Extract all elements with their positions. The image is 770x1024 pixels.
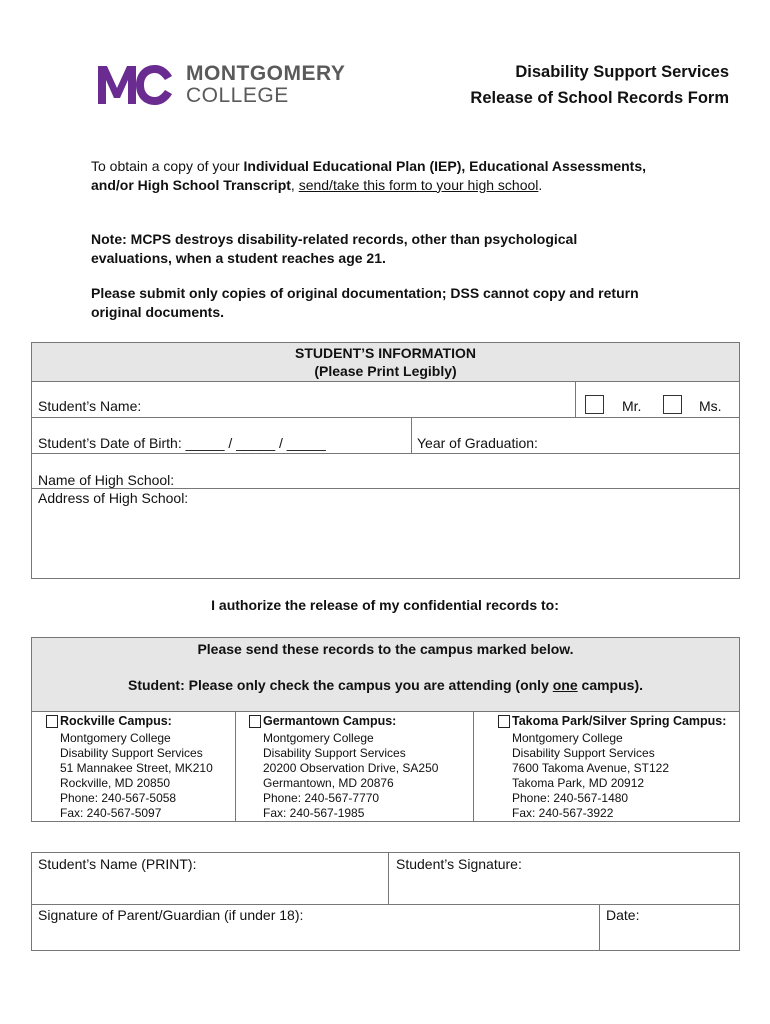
campus-table: [31, 637, 740, 822]
germantown-checkbox[interactable]: [249, 715, 261, 728]
campus-address-line: Montgomery College: [60, 731, 171, 745]
ms-checkbox[interactable]: [663, 395, 682, 414]
dob-label[interactable]: Student’s Date of Birth: _____ / _____ / _____: [38, 435, 326, 451]
intro-records-list: Individual Educational Plan (IEP), Educational Assessments, and/or High School Transcript: [91, 158, 647, 193]
parent-signature-field[interactable]: Signature of Parent/Guardian (if under 18):: [38, 907, 304, 923]
mr-checkbox[interactable]: [585, 395, 604, 414]
campus-address-line: Germantown, MD 20876: [263, 776, 394, 790]
check-instruction-one: one: [552, 677, 578, 693]
campus-option-takoma-park[interactable]: [498, 714, 726, 821]
student-print-name-field[interactable]: Student’s Name (PRINT):: [38, 856, 197, 872]
date-field[interactable]: Date:: [606, 907, 640, 923]
campus-fax: Fax: 240-567-5097: [60, 806, 162, 820]
check-one-campus-instruction: [32, 677, 739, 693]
high-school-name-label[interactable]: Name of High School:: [38, 472, 175, 488]
mcps-note: Note: MCPS destroys disability-related records, other than psychological evaluations, when a student reaches age 21.: [91, 231, 578, 266]
campus-address-line: Montgomery College: [263, 731, 374, 745]
logo-line-1: MONTGOMERY: [186, 61, 346, 85]
mc-logo-mark: [96, 62, 176, 106]
intro-text-c: ,: [290, 176, 299, 193]
campus-fax: Fax: 240-567-1985: [263, 806, 365, 820]
college-logo: [96, 60, 345, 108]
campus-name: Takoma Park/Silver Spring Campus:: [512, 714, 727, 728]
student-info-header: [32, 343, 739, 382]
campus-option-rockville[interactable]: [46, 714, 213, 821]
form-header: [470, 59, 729, 111]
campus-address-line: 51 Mannakee Street, MK210: [60, 761, 213, 775]
check-instruction-a: Student: Please only check the campus you are attending (only: [127, 677, 553, 693]
student-signature-field[interactable]: Student’s Signature:: [396, 856, 522, 872]
submit-note: Please submit only copies of original documentation; DSS cannot copy and return original documents.: [91, 285, 639, 320]
campus-address-line: Disability Support Services: [60, 746, 203, 760]
intro-text-e: .: [538, 176, 543, 193]
form-title: Release of School Records Form: [470, 89, 729, 107]
campus-phone: Phone: 240-567-1480: [512, 791, 629, 805]
mr-label: Mr.: [622, 398, 642, 414]
campus-instructions: [32, 638, 739, 711]
send-records-instruction: Please send these records to the campus marked below.: [197, 641, 574, 657]
rockville-checkbox[interactable]: [46, 715, 58, 728]
form-title-department: Disability Support Services: [515, 63, 729, 81]
ms-label: Ms.: [699, 398, 722, 414]
student-info-subheading: (Please Print Legibly): [314, 363, 457, 379]
intro-instruction: send/take this form to your high school: [298, 176, 539, 193]
campus-address-line: Montgomery College: [512, 731, 623, 745]
campus-address-line: Disability Support Services: [263, 746, 406, 760]
logo-line-2: COLLEGE: [186, 83, 289, 107]
takoma-park-checkbox[interactable]: [498, 715, 510, 728]
campus-name: Germantown Campus:: [263, 714, 397, 728]
campus-phone: Phone: 240-567-5058: [60, 791, 177, 805]
campus-fax: Fax: 240-567-3922: [512, 806, 614, 820]
campus-option-germantown[interactable]: [249, 714, 438, 821]
campus-address-line: Takoma Park, MD 20912: [512, 776, 645, 790]
campus-address-line: 7600 Takoma Avenue, ST122: [512, 761, 670, 775]
check-instruction-c: campus).: [577, 677, 643, 693]
campus-address-line: Rockville, MD 20850: [60, 776, 171, 790]
intro-text-a: To obtain a copy of your: [91, 158, 244, 174]
authorize-statement: I authorize the release of my confidential records to:: [211, 597, 559, 613]
campus-address-line: 20200 Observation Drive, SA250: [263, 761, 439, 775]
graduation-year-label[interactable]: Year of Graduation:: [417, 435, 538, 451]
signature-table: [31, 852, 740, 951]
student-info-table: [31, 342, 740, 579]
student-name-label: Student’s Name:: [38, 398, 142, 414]
student-info-heading: STUDENT’S INFORMATION: [295, 345, 476, 361]
high-school-address-label[interactable]: Address of High School:: [38, 490, 189, 506]
campus-phone: Phone: 240-567-7770: [263, 791, 380, 805]
intro-paragraph: [91, 157, 651, 194]
campus-name: Rockville Campus:: [60, 714, 172, 728]
campus-address-line: Disability Support Services: [512, 746, 655, 760]
